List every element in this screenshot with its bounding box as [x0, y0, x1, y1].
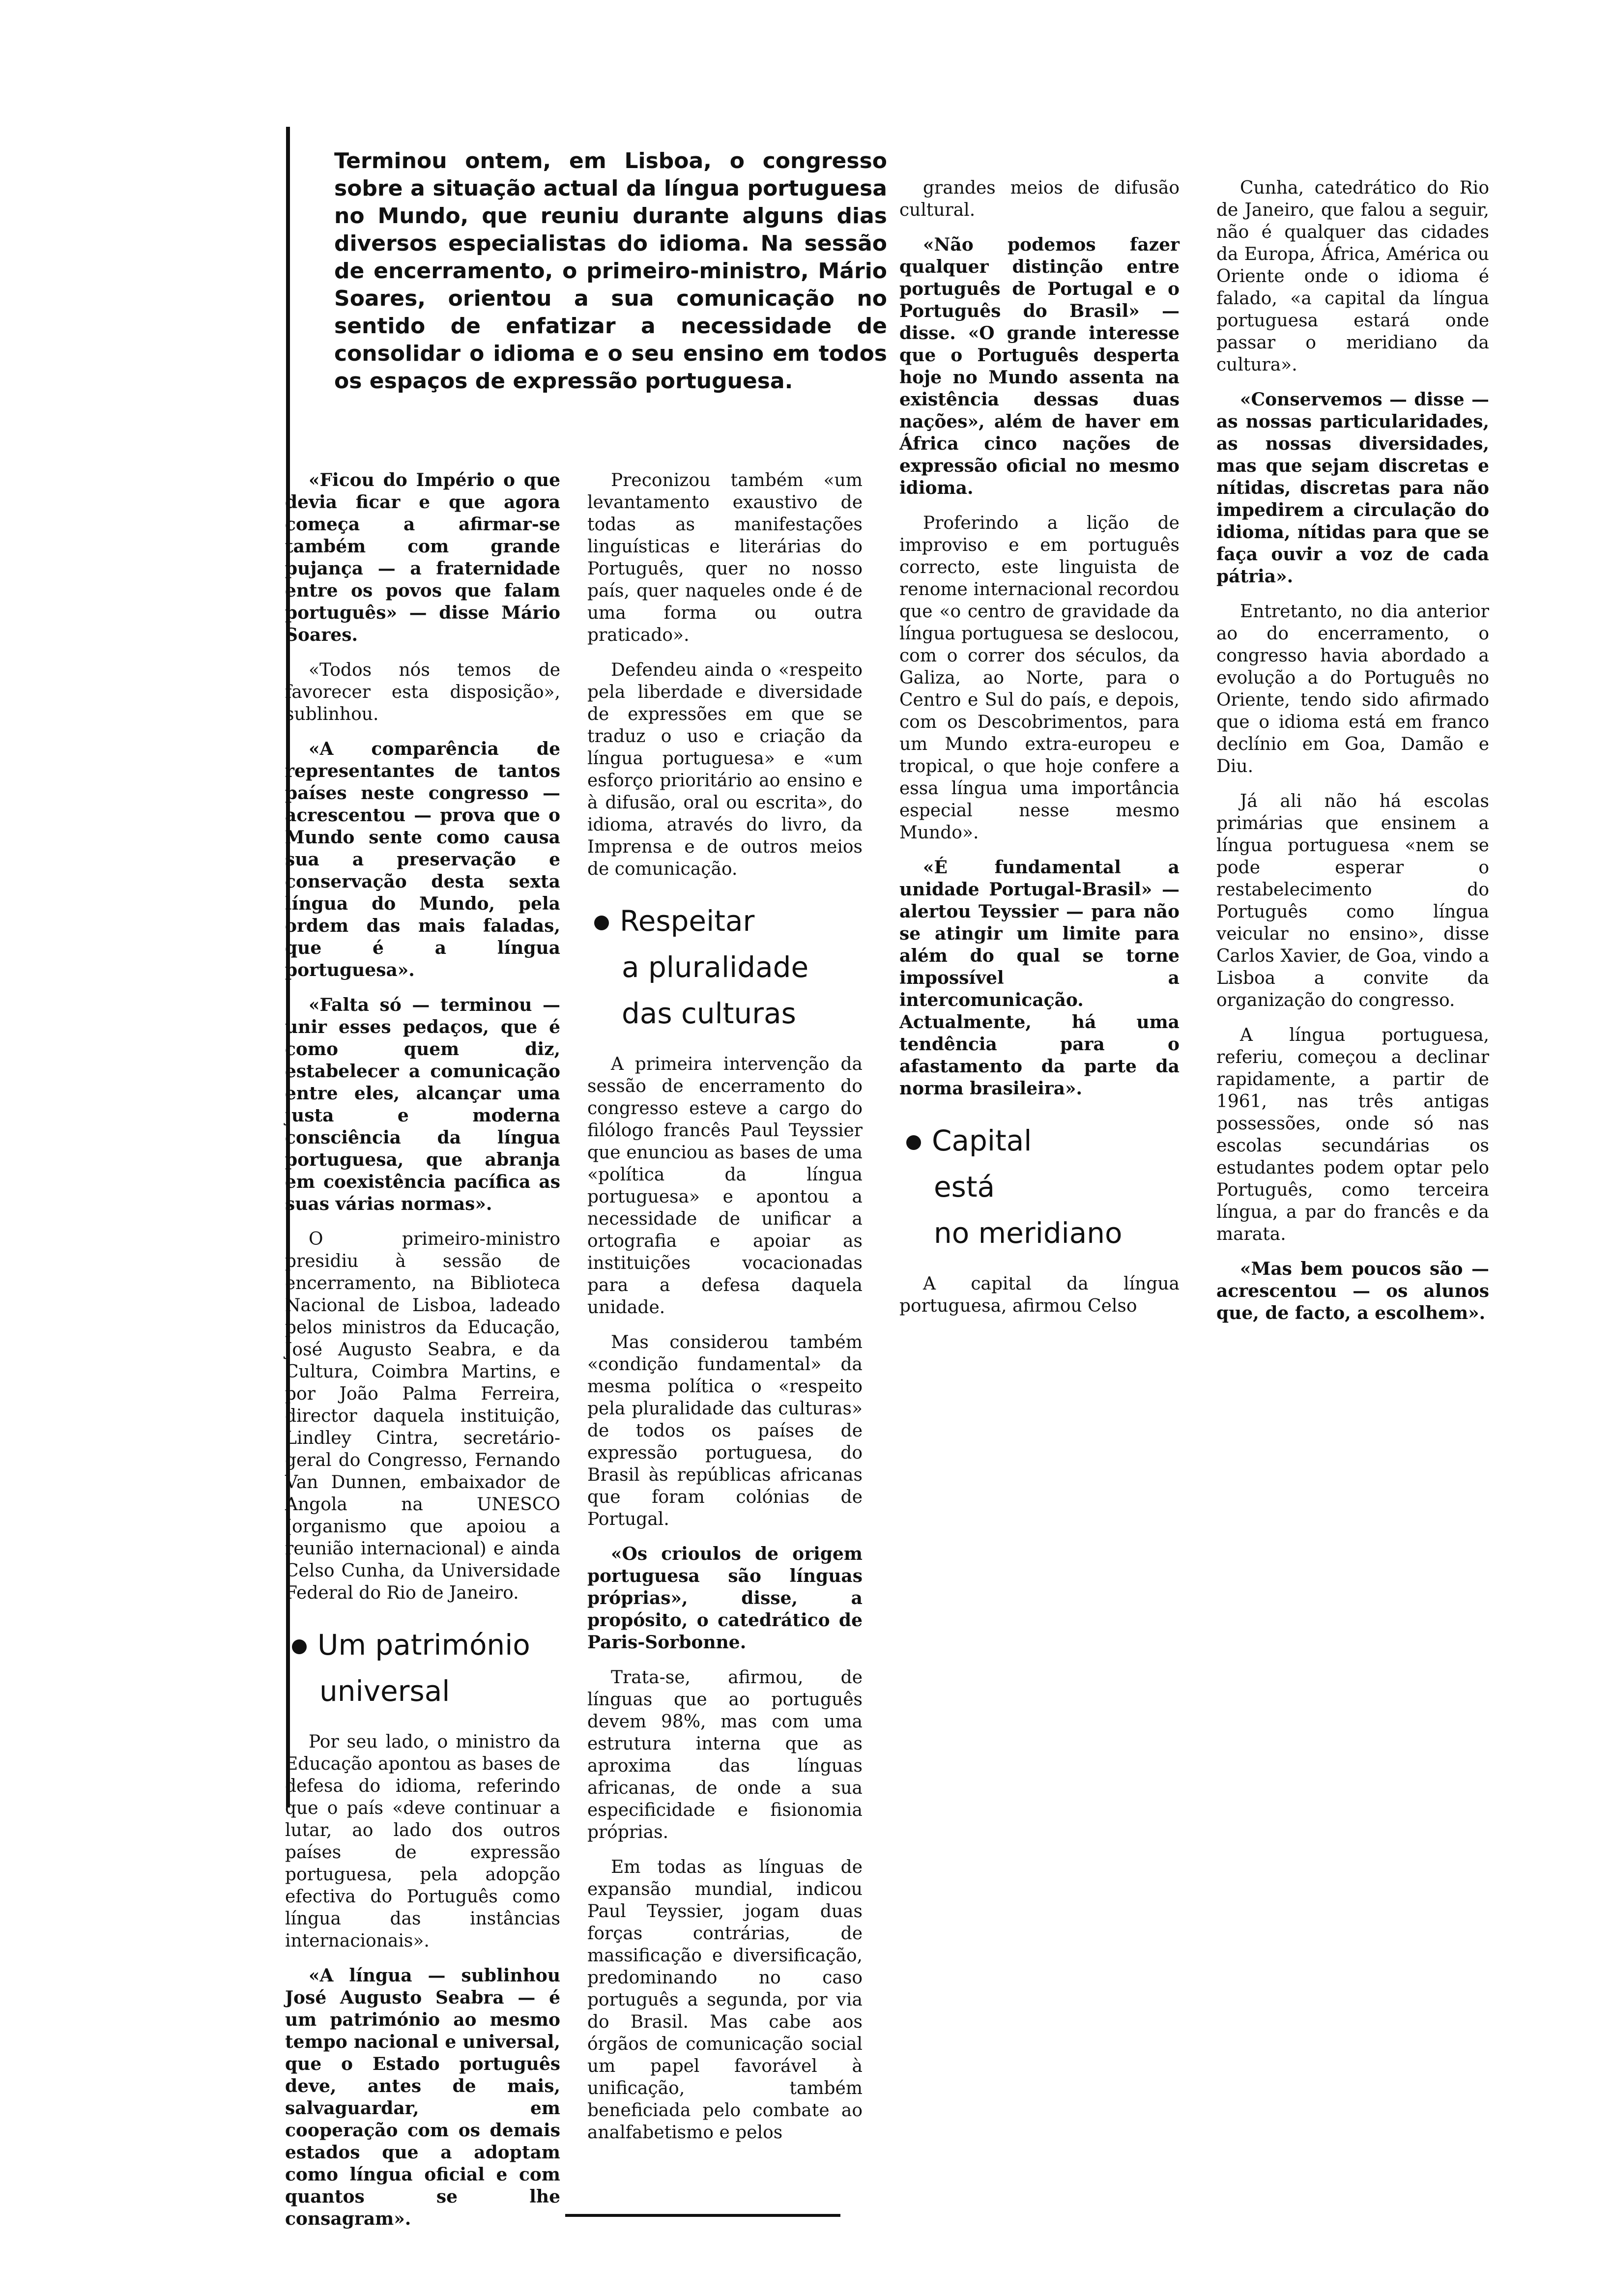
section-heading	[899, 1118, 1180, 1256]
heading-line: das culturas	[622, 997, 796, 1030]
paragraph: Proferindo a lição de improviso e em português correcto, este linguista de renome internacional recordou que «o centro de gravidade da língua portuguesa se deslocou, com o correr dos séculos, da Galiza, ao Norte, para o Centro e Sul do país, e depois, com os Descobrimentos, para um Mundo extra-europeu e tropical, o que hoje confere a essa língua uma importância especial nesse mesmo Mundo».	[899, 513, 1180, 843]
paragraph: Por seu lado, o ministro da Educação apontou as bases de defesa do idioma, referindo que o país «deve continuar a lutar, ao lado dos outros países de expressão portuguesa, pela adopção efectiva do Português como língua das instâncias internacionais».	[285, 1732, 560, 1951]
heading-line: Capital	[932, 1124, 1032, 1157]
paragraph: Entretanto, no dia anterior ao do encerramento, o congresso havia abordado a evolução a do Português no Oriente, tendo sido afirmado que o idioma está em franco declínio em Goa, Damão e Diu.	[1216, 602, 1489, 776]
article-lead: Terminou ontem, em Lisboa, o congresso sobre a situação actual da língua portuguesa no Mundo, que reuniu durante alguns dias diversos especialistas do idioma. Na sessão de encerramento, o primeiro-ministro, Mário Soares, orientou a sua comunicação no sentido de enfatizar a necessidade de consolidar o idioma e o seu ensino em todos os espaços de expressão portuguesa.	[334, 148, 887, 394]
paragraph: grandes meios de difusão cultural.	[899, 178, 1180, 220]
paragraph: «Ficou do Império o que devia ficar e que agora começa a afirmar-se também com grande pujança — a fraternidade entre os povos que falam português» — disse Mário Soares.	[285, 470, 560, 645]
article-column-2	[587, 469, 863, 2156]
paragraph: «Os crioulos de origem portuguesa são línguas próprias», disse, a propósito, o catedrático de Paris-Sorbonne.	[587, 1544, 863, 1653]
paragraph: Cunha, catedrático do Rio de Janeiro, que falou a seguir, não é qualquer das cidades da Europa, África, América ou Oriente onde o idioma é falado, «a capital da língua portuguesa estará onde passar o meridiano da cultura».	[1216, 178, 1489, 375]
paragraph: Trata-se, afirmou, de línguas que ao português devem 98%, mas com uma estrutura interna que as aproxima das línguas africanas, de onde a sua especificidade e fisionomia próprias.	[587, 1667, 863, 1842]
paragraph: «Mas bem poucos são — acrescentou — os alunos que, de facto, a escolhem».	[1216, 1259, 1489, 1323]
bullet-icon	[594, 916, 609, 930]
section-heading	[587, 898, 863, 1036]
heading-line: universal	[319, 1674, 450, 1708]
paragraph: O primeiro-ministro presidiu à sessão de encerramento, na Biblioteca Nacional de Lisboa, ladeado pelos ministros da Educação, José Augusto Seabra, e da Cultura, Coimbra Martins, e por João Palma Ferreira, director daquela instituição, Lindley Cintra, secretário-geral do Congresso, Fernando Van Dunnen, embaixador de Angola na UNESCO (organismo que apoiou a reunião internacional) e ainda Celso Cunha, da Universidade Federal do Rio de Janeiro.	[285, 1229, 560, 1603]
bullet-icon	[292, 1639, 307, 1654]
paragraph: «Não podemos fazer qualquer distinção entre português de Portugal e o Português do Brasil» — disse. «O grande interesse que o Português desperta hoje no Mundo assenta na existência dessas duas nações», além de haver em África cinco nações de expressão oficial no mesmo idioma.	[899, 234, 1180, 498]
heading-line: Respeitar	[620, 904, 755, 938]
paragraph: A língua portuguesa, referiu, começou a declinar rapidamente, a partir de 1961, nas três antigas possessões, onde só nas escolas secundárias os estudantes podem optar pelo Português, como terceira língua, a par do francês e da marata.	[1216, 1025, 1489, 1244]
article-column-4	[1216, 177, 1489, 1337]
paragraph: Mas considerou também «condição fundamental» da mesma política o «respeito pela pluralidade das culturas» de todos os países de expressão portuguesa, do Brasil às repúblicas africanas que foram colónias de Portugal.	[587, 1332, 863, 1529]
paragraph: «A língua — sublinhou José Augusto Seabra — é um património ao mesmo tempo nacional e universal, que o Estado português deve, antes de mais, salvaguardar, em cooperação com os demais estados que a adoptam como língua oficial e com quantos se lhe consagram».	[285, 1965, 560, 2229]
paragraph: Em todas as línguas de expansão mundial, indicou Paul Teyssier, jogam duas forças contrárias, de massificação e diversificação, predominando no caso português a segunda, por via do Brasil. Mas cabe aos órgãos de comunicação social um papel favorável à unificação, também beneficiada pelo combate ao analfabetismo e pelos	[587, 1857, 863, 2143]
paragraph: «Todos nós temos de favorecer esta disposição», sublinhou.	[285, 660, 560, 724]
heading-line: Um património	[317, 1628, 530, 1662]
paragraph: A capital da língua portuguesa, afirmou Celso	[899, 1274, 1180, 1316]
bullet-icon	[906, 1135, 921, 1150]
end-rule	[565, 2214, 840, 2217]
heading-line: a pluralidade	[622, 950, 809, 984]
paragraph: «Falta só — terminou — unir esses pedaços, que é como quem diz, estabelecer a comunicação entre eles, alcançar uma justa e moderna consciência da língua portuguesa, que abranja em coexistência pacífica as suas várias normas».	[285, 995, 560, 1214]
paragraph: «É fundamental a unidade Portugal-Brasil» — alertou Teyssier — para não se atingir um limite para além do qual se torne impossível a intercomunicação. Actualmente, há uma tendência para o afastamento da parte da norma brasileira».	[899, 857, 1180, 1099]
heading-line: no meridiano	[934, 1216, 1123, 1250]
article-column-3	[899, 177, 1180, 1330]
paragraph: «A comparência de representantes de tantos países neste congresso — acrescentou — prova que o Mundo sente como causa sua a preservação e conservação desta sexta língua do Mundo, pela ordem das mais faladas, que é a língua portuguesa».	[285, 739, 560, 980]
section-heading	[285, 1622, 560, 1714]
paragraph: Já ali não há escolas primárias que ensinem a língua portuguesa «nem se pode esperar o restabelecimento do Português como língua veicular no ensino», disse Carlos Xavier, de Goa, vindo a Lisboa a convite da organização do congresso.	[1216, 791, 1489, 1010]
paragraph: Defendeu ainda o «respeito pela liberdade e diversidade de expressões em que se traduz o uso e criação da língua portuguesa» e «um esforço prioritário ao ensino e à difusão, oral ou escrita», do idioma, através do livro, da Imprensa e de outros meios de comunicação.	[587, 660, 863, 879]
paragraph: «Conservemos — disse — as nossas particularidades, as nossas diversidades, mas que sejam discretas e nítidas, discretas para não impedirem a circulação do idioma, nítidas para que se faça ouvir a voz de cada pátria».	[1216, 389, 1489, 587]
article-column-1	[285, 469, 560, 2243]
heading-line: está	[934, 1170, 995, 1204]
paragraph: A primeira intervenção da sessão de encerramento do congresso esteve a cargo do filólogo francês Paul Teyssier que enunciou as bases de uma «política da língua portuguesa» e apontou a necessidade de unificar a ortografia e apoiar as instituições vocacionadas para a defesa daquela unidade.	[587, 1054, 863, 1318]
paragraph: Preconizou também «um levantamento exaustivo de todas as manifestações linguísticas e literárias do Português, quer no nosso país, quer naqueles onde é de uma forma ou outra praticado».	[587, 470, 863, 645]
